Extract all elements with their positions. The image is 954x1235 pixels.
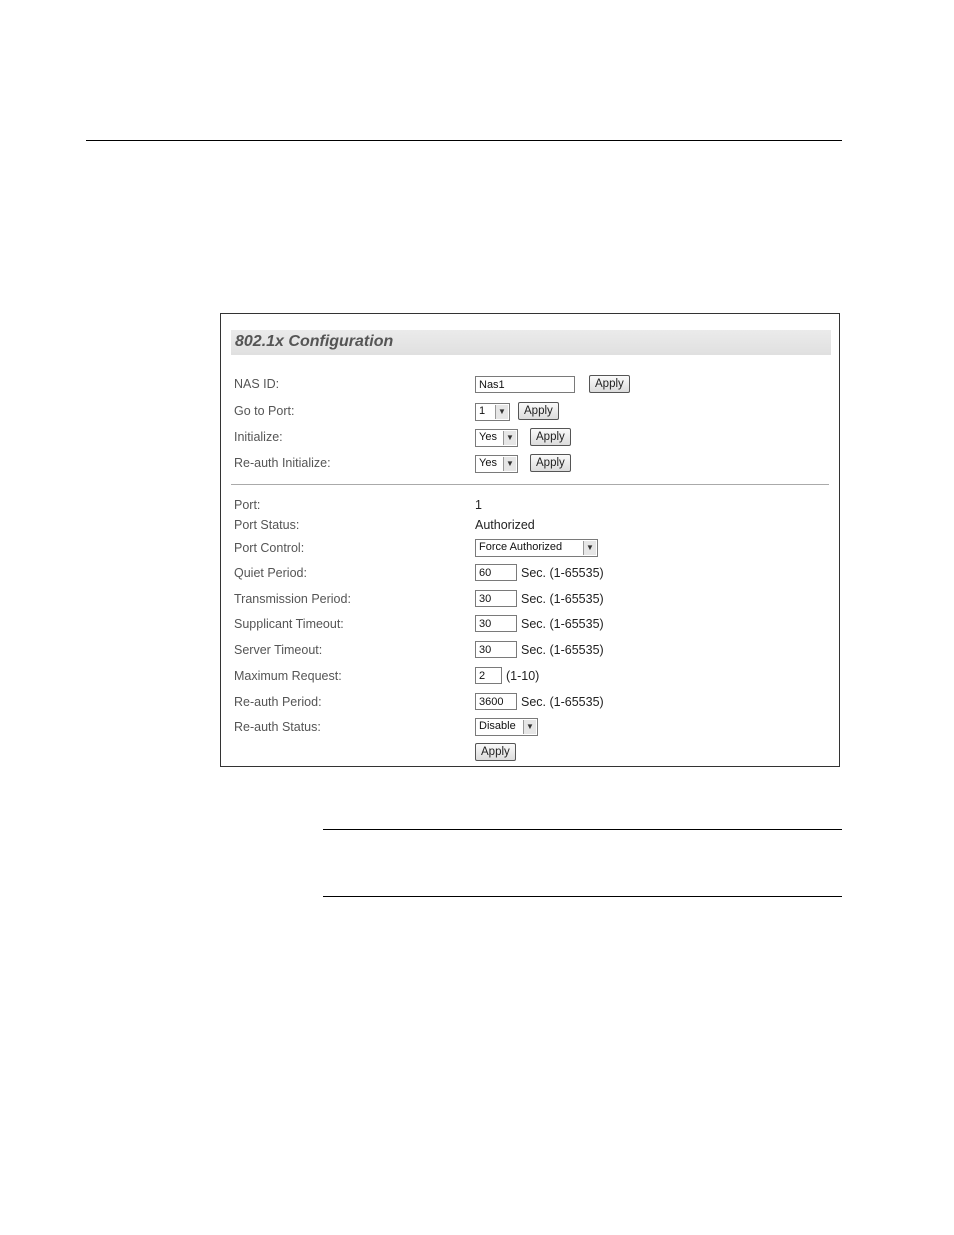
chevron-down-icon: ▼ [523,720,536,734]
port-settings-apply-button[interactable]: Apply [475,743,516,761]
transmission-period-label: Transmission Period: [234,592,351,606]
reauth-initialize-selected: Yes [479,457,497,469]
panel-title: 802.1x Configuration [235,333,394,350]
nas-id-apply-button[interactable]: Apply [589,375,630,393]
dot1x-configuration-panel [220,313,840,767]
port-control-selected: Force Authorized [479,541,563,553]
go-to-port-apply-button[interactable]: Apply [518,402,559,420]
server-timeout-unit: Sec. (1-65535) [521,643,604,657]
port-control-select[interactable] [475,539,598,557]
reauth-period-input[interactable] [475,693,517,710]
reauth-status-selected: Disable [479,720,516,732]
reauth-initialize-apply-button[interactable]: Apply [530,454,571,472]
transmission-period-input[interactable] [475,590,517,607]
chevron-down-icon: ▼ [503,457,516,471]
chevron-down-icon: ▼ [503,431,516,445]
nas-id-input[interactable] [475,376,575,393]
server-timeout-label: Server Timeout: [234,643,323,657]
server-timeout-input[interactable] [475,641,517,658]
initialize-selected: Yes [479,431,497,443]
quiet-period-input[interactable] [475,564,517,581]
port-label: Port: [234,498,261,512]
port-status-value: Authorized [475,518,535,532]
reauth-status-select[interactable] [475,718,538,736]
reauth-initialize-label: Re-auth Initialize: [234,456,331,470]
initialize-label: Initialize: [234,430,283,444]
top-horizontal-rule [86,140,842,141]
chevron-down-icon: ▼ [583,541,596,555]
note-top-rule [323,829,842,830]
initialize-apply-button[interactable]: Apply [530,428,571,446]
go-to-port-select[interactable] [475,403,510,421]
supplicant-timeout-unit: Sec. (1-65535) [521,617,604,631]
initialize-select[interactable] [475,429,518,447]
nas-id-label: NAS ID: [234,377,280,391]
port-control-label: Port Control: [234,541,305,555]
go-to-port-label: Go to Port: [234,404,295,418]
section-divider [231,484,829,485]
reauth-status-label: Re-auth Status: [234,720,321,734]
port-status-label: Port Status: [234,518,300,532]
quiet-period-unit: Sec. (1-65535) [521,566,604,580]
reauth-period-unit: Sec. (1-65535) [521,695,604,709]
reauth-initialize-select[interactable] [475,455,518,473]
maximum-request-unit: (1-10) [506,669,540,683]
transmission-period-unit: Sec. (1-65535) [521,592,604,606]
chevron-down-icon: ▼ [495,405,508,419]
maximum-request-label: Maximum Request: [234,669,342,683]
go-to-port-selected: 1 [479,405,486,417]
port-value: 1 [475,498,482,512]
supplicant-timeout-input[interactable] [475,615,517,632]
maximum-request-input[interactable] [475,667,502,684]
panel-title-bar [231,330,831,355]
note-bottom-rule [323,896,842,897]
supplicant-timeout-label: Supplicant Timeout: [234,617,344,631]
quiet-period-label: Quiet Period: [234,566,307,580]
reauth-period-label: Re-auth Period: [234,695,322,709]
